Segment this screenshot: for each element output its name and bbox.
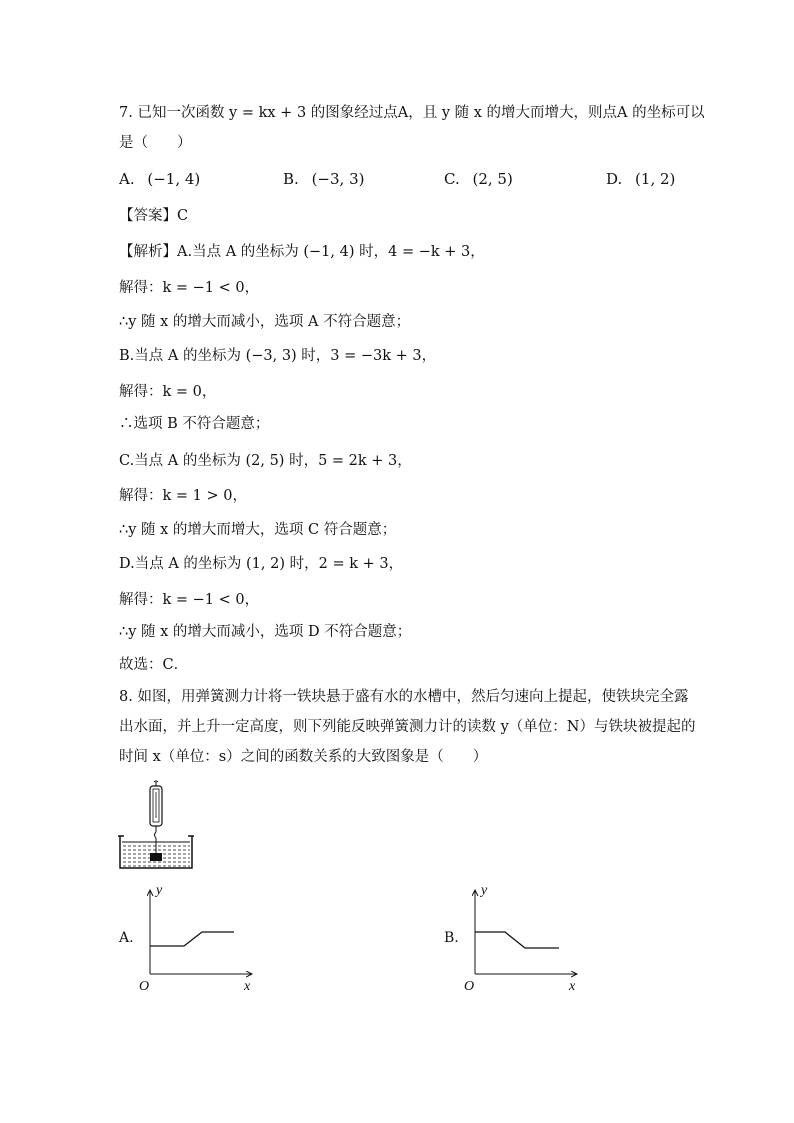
q7-stem-line1: 7. 已知一次函数 y = kx + 3 的图象经过点A，且 y 随 x 的增大而增大，则点A 的坐标可以 [119, 105, 705, 121]
option-letter: A. [119, 170, 135, 188]
option-letter: B. [283, 170, 299, 188]
q7-analysis-line: 解得：k = 1 > 0， [119, 488, 247, 504]
q7-analysis-line: 解得：k = 0， [119, 384, 217, 400]
graph-b [461, 882, 585, 994]
option-letter: C. [444, 170, 460, 188]
q7-analysis-line: 解得：k = −1 < 0， [119, 280, 260, 296]
q8-stem-line2: 出水面，并上升一定高度，则下列能反映弹簧测力计的读数 y（单位：N）与铁块被提起的 [119, 719, 696, 735]
q7-analysis-line: 解得：k = −1 < 0， [119, 592, 260, 608]
q7-option-a [119, 170, 200, 188]
option-value: (2, 5) [472, 170, 513, 188]
graph-b-y-label: y [481, 883, 488, 898]
graph-b-curve [475, 932, 559, 948]
q7-analysis-line: ∴y 随 x 的增大而减小，选项 D 不符合题意； [119, 624, 412, 640]
q7-analysis-line: D.当点 A 的坐标为 (1, 2) 时，2 = k + 3， [119, 556, 404, 572]
graph-a-label: A. [119, 930, 134, 946]
spring-scale-tank-figure [118, 780, 198, 872]
option-value: (−3, 3) [311, 170, 365, 188]
option-value: (−1, 4) [147, 170, 201, 188]
q7-analysis-line: 故选：C． [119, 657, 189, 673]
q7-option-d [606, 170, 675, 188]
q7-analysis-line: C.当点 A 的坐标为 (2, 5) 时，5 = 2k + 3， [119, 453, 412, 469]
option-value: (1, 2) [635, 170, 676, 188]
graph-a-x-label: x [244, 979, 251, 994]
graph-a-curve [150, 932, 234, 946]
q8-stem-line3: 时间 x（单位：s）之间的函数关系的大致图象是（ ） [119, 749, 488, 765]
q7-analysis-line: ∴y 随 x 的增大而增大，选项 C 符合题意； [119, 522, 397, 538]
q8-stem-line1: 8. 如图，用弹簧测力计将一铁块悬于盛有水的水槽中，然后匀速向上提起，使铁块完全露 [119, 689, 689, 705]
q7-analysis-line: ∴y 随 x 的增大而减小，选项 A 不符合题意； [119, 314, 411, 330]
graph-b-origin-label: O [464, 979, 475, 994]
q7-analysis-line: 【解析】A.当点 A 的坐标为 (−1, 4) 时，4 = −k + 3， [119, 244, 485, 260]
q7-answer: 【答案】C [119, 208, 189, 224]
graph-b-label: B. [444, 930, 459, 946]
graph-a-origin-label: O [139, 979, 150, 994]
graph-a [136, 882, 260, 994]
q7-option-c [444, 170, 513, 188]
option-letter: D. [606, 170, 623, 188]
graph-b-x-label: x [569, 979, 576, 994]
q7-option-b [283, 170, 364, 188]
q7-stem-line2: 是（ ） [119, 135, 192, 151]
q7-analysis-line: B.当点 A 的坐标为 (−3, 3) 时，3 = −3k + 3， [119, 348, 437, 364]
graph-a-y-label: y [156, 883, 163, 898]
q7-analysis-line: ∴选项 B 不符合题意； [119, 416, 270, 432]
